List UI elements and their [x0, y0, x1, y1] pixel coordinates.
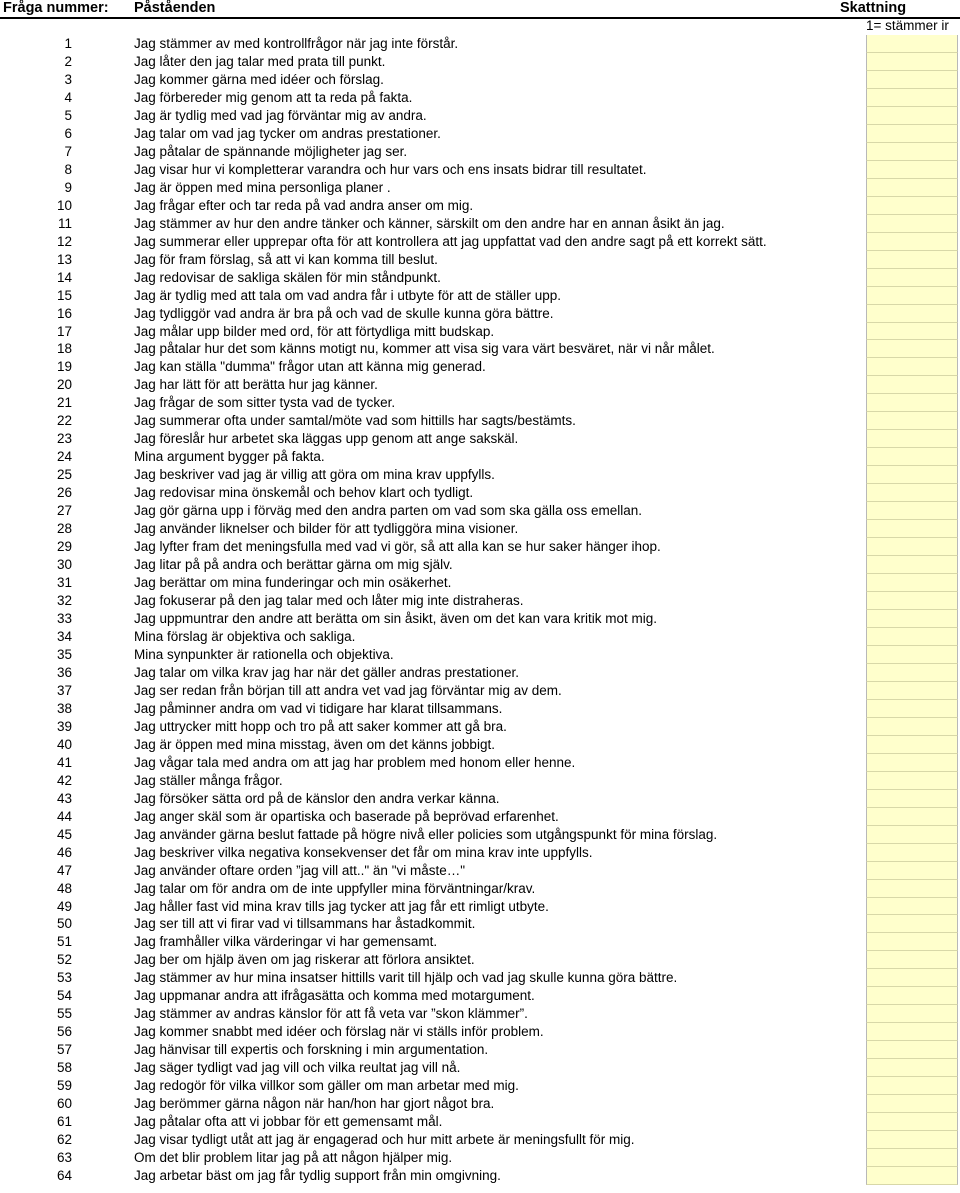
rating-input-cell[interactable] [866, 179, 958, 197]
table-row [0, 430, 960, 448]
question-number: 25 [56, 467, 72, 483]
table-row [0, 808, 960, 826]
rating-input-cell[interactable] [866, 1023, 958, 1041]
statement-text: Jag framhåller vilka värderingar vi har gemensamt. [134, 934, 438, 950]
statement-text: Jag ber om hjälp även om jag riskerar att förlora ansiktet. [134, 952, 475, 968]
table-row [0, 772, 960, 790]
table-row [0, 862, 960, 880]
rating-input-cell[interactable] [866, 790, 958, 808]
table-row [0, 1005, 960, 1023]
statement-text: Jag låter den jag talar med prata till punkt. [134, 53, 386, 69]
table-row [0, 71, 960, 89]
question-number: 7 [64, 143, 72, 159]
rating-input-cell[interactable] [866, 502, 958, 520]
question-number: 46 [56, 844, 72, 860]
question-number: 29 [56, 539, 72, 555]
question-number: 55 [56, 1006, 72, 1022]
table-row [0, 592, 960, 610]
table-row [0, 484, 960, 502]
table-row [0, 1131, 960, 1149]
table-row [0, 89, 960, 107]
rating-input-cell[interactable] [866, 448, 958, 466]
rating-input-cell[interactable] [866, 844, 958, 862]
table-row [0, 125, 960, 143]
table-row [0, 628, 960, 646]
table-row [0, 233, 960, 251]
table-row [0, 53, 960, 71]
table-row [0, 915, 960, 933]
rating-input-cell[interactable] [866, 143, 958, 161]
statement-text: Jag använder liknelser och bilder för att tydliggöra mina visioner. [134, 521, 519, 537]
rating-input-cell[interactable] [866, 484, 958, 502]
question-number: 50 [56, 916, 72, 932]
question-number: 56 [56, 1024, 72, 1040]
table-row [0, 987, 960, 1005]
rating-scale-hint: 1= stämmer ir [866, 18, 949, 33]
table-row [0, 969, 960, 987]
statement-text: Jag har lätt för att berätta hur jag känner. [134, 377, 378, 393]
question-number: 37 [56, 682, 72, 698]
statement-text: Jag påtalar hur det som känns motigt nu, kommer att visa sig vara värt besväret, när vi når målet. [134, 341, 715, 357]
question-number: 34 [56, 628, 72, 644]
statement-table [0, 35, 960, 1185]
statement-text: Jag hänvisar till expertis och forskning i min argumentation. [134, 1042, 489, 1058]
statement-text: Jag uppmuntrar den andre att berätta om sin åsikt, även om det kan vara kritik mot mig. [134, 611, 657, 626]
table-row [0, 736, 960, 754]
question-number: 61 [56, 1114, 72, 1130]
table-row [0, 718, 960, 736]
table-row [0, 161, 960, 179]
rating-input-cell[interactable] [866, 412, 958, 430]
question-number: 21 [56, 395, 72, 411]
table-row [0, 646, 960, 664]
question-number: 9 [64, 179, 72, 195]
statement-text: Jag påminner andra om vad vi tidigare har klarat tillsammans. [134, 700, 503, 716]
rating-input-cell[interactable] [866, 125, 958, 143]
question-number: 42 [56, 772, 72, 788]
statement-text: Jag kommer gärna med idéer och förslag. [134, 71, 384, 87]
statement-text: Jag vågar tala med andra om att jag har problem med honom eller henne. [134, 754, 576, 770]
table-row [0, 933, 960, 951]
statement-text: Jag arbetar bäst om jag får tydlig support från min omgivning. [134, 1168, 501, 1184]
table-row [0, 502, 960, 520]
rating-input-cell[interactable] [866, 718, 958, 736]
rating-input-cell[interactable] [866, 628, 958, 646]
question-number: 8 [64, 161, 72, 177]
question-number: 6 [64, 125, 72, 141]
question-number: 33 [56, 611, 72, 626]
rating-input-cell[interactable] [866, 969, 958, 987]
rating-input-cell[interactable] [866, 394, 958, 412]
table-row [0, 215, 960, 233]
rating-input-cell[interactable] [866, 1005, 958, 1023]
statement-text: Jag beskriver vad jag är villig att göra om mina krav uppfylls. [134, 467, 495, 483]
statement-text: Jag stämmer av med kontrollfrågor när jag inte förstår. [134, 36, 459, 51]
question-number: 49 [56, 898, 72, 914]
statement-text: Jag använder gärna beslut fattade på högre nivå eller policies som utgångspunkt för mina förslag. [134, 826, 718, 842]
question-number: 26 [56, 485, 72, 501]
table-row [0, 269, 960, 287]
table-header [0, 0, 960, 19]
rating-input-cell[interactable] [866, 269, 958, 287]
question-number: 3 [64, 71, 72, 87]
rating-input-cell[interactable] [866, 915, 958, 933]
rating-input-cell[interactable] [866, 466, 958, 484]
statement-text: Jag gör gärna upp i förväg med den andra parten om vad som ska gälla oss emellan. [134, 503, 643, 519]
table-row [0, 466, 960, 484]
table-row [0, 358, 960, 376]
rating-input-cell[interactable] [866, 35, 958, 53]
rating-input-cell[interactable] [866, 215, 958, 233]
rating-input-cell[interactable] [866, 323, 958, 341]
statement-text: Mina synpunkter är rationella och objektiva. [134, 646, 394, 662]
table-row [0, 664, 960, 682]
statement-text: Jag talar om vilka krav jag har när det gäller andras prestationer. [134, 664, 519, 680]
question-number: 10 [56, 197, 72, 213]
table-row [0, 323, 960, 341]
table-row [0, 1041, 960, 1059]
statement-text: Jag talar om vad jag tycker om andras prestationer. [134, 125, 441, 141]
rating-input-cell[interactable] [866, 1077, 958, 1095]
rating-input-cell[interactable] [866, 340, 958, 358]
rating-input-cell[interactable] [866, 430, 958, 448]
statement-text: Jag förbereder mig genom att ta reda på fakta. [134, 89, 413, 105]
rating-input-cell[interactable] [866, 664, 958, 682]
table-row [0, 951, 960, 969]
rating-input-cell[interactable] [866, 197, 958, 215]
statement-text: Jag stämmer av hur den andre tänker och känner, särskilt om den andre har en annan åsikt än jag. [134, 215, 725, 231]
statement-text: Jag påtalar de spännande möjligheter jag ser. [134, 143, 408, 159]
table-row [0, 754, 960, 772]
statement-text: Mina förslag är objektiva och sakliga. [134, 628, 356, 644]
rating-input-cell[interactable] [866, 933, 958, 951]
statement-text: Jag redogör för vilka villkor som gäller om man arbetar med mig. [134, 1078, 519, 1094]
rating-input-cell[interactable] [866, 1095, 958, 1113]
table-row [0, 1059, 960, 1077]
question-number: 62 [56, 1132, 72, 1148]
table-row [0, 1113, 960, 1131]
table-row [0, 844, 960, 862]
question-number: 38 [56, 700, 72, 716]
table-row [0, 520, 960, 538]
table-row [0, 700, 960, 718]
question-number: 12 [56, 233, 72, 249]
table-row [0, 574, 960, 592]
rating-input-cell[interactable] [866, 1059, 958, 1077]
statement-text: Jag håller fast vid mina krav tills jag tycker att jag får ett rimligt utbyte. [134, 898, 549, 914]
rating-input-cell[interactable] [866, 556, 958, 574]
table-row [0, 412, 960, 430]
table-row [0, 143, 960, 161]
table-row [0, 197, 960, 215]
table-row [0, 1023, 960, 1041]
rating-input-cell[interactable] [866, 592, 958, 610]
question-number: 19 [56, 359, 72, 375]
table-row [0, 826, 960, 844]
question-number: 18 [56, 341, 72, 357]
rating-input-cell[interactable] [866, 880, 958, 898]
rating-input-cell[interactable] [866, 736, 958, 754]
table-row [0, 610, 960, 628]
question-number: 5 [64, 107, 72, 123]
question-number: 28 [56, 521, 72, 537]
table-row [0, 1167, 960, 1185]
rating-input-cell[interactable] [866, 161, 958, 179]
column-header-statement: Påståenden [134, 0, 216, 16]
question-number: 27 [56, 503, 72, 519]
statement-text: Jag berättar om mina funderingar och min osäkerhet. [134, 575, 452, 591]
statement-text: Jag säger tydligt vad jag vill och vilka reultat jag vill nå. [134, 1060, 461, 1076]
rating-input-cell[interactable] [866, 700, 958, 718]
question-number: 24 [56, 449, 72, 465]
rating-input-cell[interactable] [866, 772, 958, 790]
statement-text: Jag beskriver vilka negativa konsekvenser det får om mina krav inte uppfylls. [134, 844, 593, 860]
statement-text: Jag summerar ofta under samtal/möte vad som hittills har sagts/bestämts. [134, 413, 576, 429]
statement-text: Jag är öppen med mina personliga planer . [134, 179, 391, 195]
statement-text: Jag summerar eller upprepar ofta för att kontrollera att jag uppfattat vad den andre sagt på ett korrekt sätt. [134, 233, 767, 249]
rating-input-cell[interactable] [866, 610, 958, 628]
statement-text: Jag stämmer av andras känslor för att få veta var ”skon klämmer”. [134, 1006, 528, 1022]
question-number: 40 [56, 736, 72, 752]
rating-input-cell[interactable] [866, 862, 958, 880]
rating-input-cell[interactable] [866, 251, 958, 269]
question-number: 36 [56, 664, 72, 680]
statement-text: Om det blir problem litar jag på att någon hjälper mig. [134, 1150, 453, 1166]
question-number: 41 [56, 754, 72, 770]
statement-text: Jag uttrycker mitt hopp och tro på att saker kommer att gå bra. [134, 718, 507, 734]
statement-text: Jag visar hur vi kompletterar varandra och hur vars och ens insats bidrar till resultatet. [134, 161, 647, 177]
question-number: 1 [64, 36, 72, 51]
statement-text: Jag ställer många frågor. [134, 772, 283, 788]
question-number: 15 [56, 287, 72, 303]
statement-text: Jag litar på på andra och berättar gärna om mig själv. [134, 557, 453, 573]
statement-text: Jag tydliggör vad andra är bra på och vad de skulle kunna göra bättre. [134, 305, 554, 321]
statement-text: Jag visar tydligt utåt att jag är engagerad och hur mitt arbete är meningsfullt för mig. [134, 1132, 635, 1148]
statement-text: Jag kommer snabbt med idéer och förslag när vi ställs inför problem. [134, 1024, 544, 1040]
rating-input-cell[interactable] [866, 538, 958, 556]
table-row [0, 340, 960, 358]
rating-input-cell[interactable] [866, 951, 958, 969]
statement-text: Jag fokuserar på den jag talar med och låter mig inte distraheras. [134, 593, 524, 609]
table-row [0, 376, 960, 394]
rating-input-cell[interactable] [866, 305, 958, 323]
question-number: 52 [56, 952, 72, 968]
question-number: 4 [64, 89, 72, 105]
statement-text: Jag är tydlig med vad jag förväntar mig av andra. [134, 107, 427, 123]
question-number: 11 [57, 215, 72, 231]
rating-input-cell[interactable] [866, 71, 958, 89]
question-number: 60 [56, 1096, 72, 1112]
statement-text: Jag målar upp bilder med ord, för att förtydliga mitt budskap. [134, 323, 495, 339]
table-row [0, 107, 960, 125]
rating-input-cell[interactable] [866, 53, 958, 71]
question-number: 43 [56, 790, 72, 806]
question-number: 64 [56, 1168, 72, 1184]
question-number: 32 [56, 593, 72, 609]
statement-text: Jag påtalar ofta att vi jobbar för ett gemensamt mål. [134, 1114, 443, 1130]
table-row [0, 682, 960, 700]
statement-text: Jag frågar efter och tar reda på vad andra anser om mig. [134, 197, 474, 213]
question-number: 16 [56, 305, 72, 321]
rating-input-cell[interactable] [866, 89, 958, 107]
table-row [0, 448, 960, 466]
question-number: 31 [56, 575, 72, 591]
rating-input-cell[interactable] [866, 754, 958, 772]
statement-text: Jag är öppen med mina misstag, även om det känns jobbigt. [134, 736, 495, 752]
table-row [0, 287, 960, 305]
table-row [0, 898, 960, 916]
question-number: 17 [56, 323, 72, 339]
statement-text: Jag för fram förslag, så att vi kan komma till beslut. [134, 251, 438, 267]
question-number: 53 [56, 970, 72, 986]
question-number: 2 [64, 53, 72, 69]
statement-text: Jag försöker sätta ord på de känslor den andra verkar känna. [134, 790, 500, 806]
rating-input-cell[interactable] [866, 987, 958, 1005]
rating-input-cell[interactable] [866, 1131, 958, 1149]
table-row [0, 880, 960, 898]
statement-text: Mina argument bygger på fakta. [134, 449, 325, 465]
question-number: 39 [56, 718, 72, 734]
question-number: 30 [56, 557, 72, 573]
statement-text: Jag ser redan från början till att andra vet vad jag förväntar mig av dem. [134, 682, 562, 698]
question-number: 54 [56, 988, 72, 1004]
question-number: 22 [56, 413, 72, 429]
question-number: 57 [56, 1042, 72, 1058]
rating-input-cell[interactable] [866, 808, 958, 826]
rating-input-cell[interactable] [866, 520, 958, 538]
rating-input-cell[interactable] [866, 646, 958, 664]
rating-input-cell[interactable] [866, 233, 958, 251]
rating-input-cell[interactable] [866, 287, 958, 305]
statement-text: Jag är tydlig med att tala om vad andra får i utbyte för att de ställer upp. [134, 287, 561, 303]
rating-input-cell[interactable] [866, 898, 958, 916]
rating-input-cell[interactable] [866, 1041, 958, 1059]
rating-input-cell[interactable] [866, 358, 958, 376]
table-row [0, 305, 960, 323]
statement-text: Jag frågar de som sitter tysta vad de tycker. [134, 395, 396, 411]
table-row [0, 179, 960, 197]
table-row [0, 1077, 960, 1095]
column-header-number: Fråga nummer: [3, 0, 109, 16]
table-row [0, 394, 960, 412]
statement-text: Jag föreslår hur arbetet ska läggas upp genom att ange sakskäl. [134, 431, 519, 447]
table-row [0, 1095, 960, 1113]
question-number: 20 [56, 377, 72, 393]
statement-text: Jag stämmer av hur mina insatser hittills varit till hjälp och vad jag skulle kunna göra bättre. [134, 970, 678, 986]
question-number: 58 [56, 1060, 72, 1076]
statement-text: Jag uppmanar andra att ifrågasätta och komma med motargument. [134, 988, 535, 1004]
table-row [0, 790, 960, 808]
statement-text: Jag talar om för andra om de inte uppfyller mina förväntningar/krav. [134, 880, 536, 896]
question-number: 63 [56, 1150, 72, 1166]
question-number: 51 [56, 934, 72, 950]
question-number: 14 [56, 269, 72, 285]
question-number: 44 [56, 808, 72, 824]
statement-text: Jag berömmer gärna någon när han/hon har gjort något bra. [134, 1096, 495, 1112]
question-number: 59 [56, 1078, 72, 1094]
rating-input-cell[interactable] [866, 1149, 958, 1167]
statement-text: Jag redovisar mina önskemål och behov klart och tydligt. [134, 485, 474, 501]
rating-input-cell[interactable] [866, 574, 958, 592]
statement-text: Jag använder oftare orden ”jag vill att.." än "vi måste…" [134, 862, 466, 878]
statement-text: Jag anger skäl som är opartiska och baserade på beprövad erfarenhet. [134, 808, 559, 824]
rating-input-cell[interactable] [866, 682, 958, 700]
statement-text: Jag ser till att vi firar vad vi tillsammans har åstadkommit. [134, 916, 476, 932]
table-row [0, 1149, 960, 1167]
rating-input-cell[interactable] [866, 826, 958, 844]
question-number: 47 [56, 862, 72, 878]
table-row [0, 251, 960, 269]
question-number: 23 [56, 431, 72, 447]
question-number: 35 [56, 646, 72, 662]
rating-input-cell[interactable] [866, 107, 958, 125]
statement-text: Jag lyfter fram det meningsfulla med vad vi gör, så att alla kan se hur saker hänger ihop. [134, 539, 661, 555]
table-row [0, 538, 960, 556]
question-number: 45 [56, 826, 72, 842]
rating-input-cell[interactable] [866, 1167, 958, 1185]
statement-text: Jag redovisar de sakliga skälen för min ståndpunkt. [134, 269, 441, 285]
column-header-rating: Skattning [840, 0, 907, 16]
table-row [0, 35, 960, 53]
table-row [0, 556, 960, 574]
rating-input-cell[interactable] [866, 1113, 958, 1131]
statement-text: Jag kan ställa "dumma" frågor utan att känna mig generad. [134, 359, 486, 375]
rating-input-cell[interactable] [866, 376, 958, 394]
question-number: 48 [56, 880, 72, 896]
question-number: 13 [56, 251, 72, 267]
